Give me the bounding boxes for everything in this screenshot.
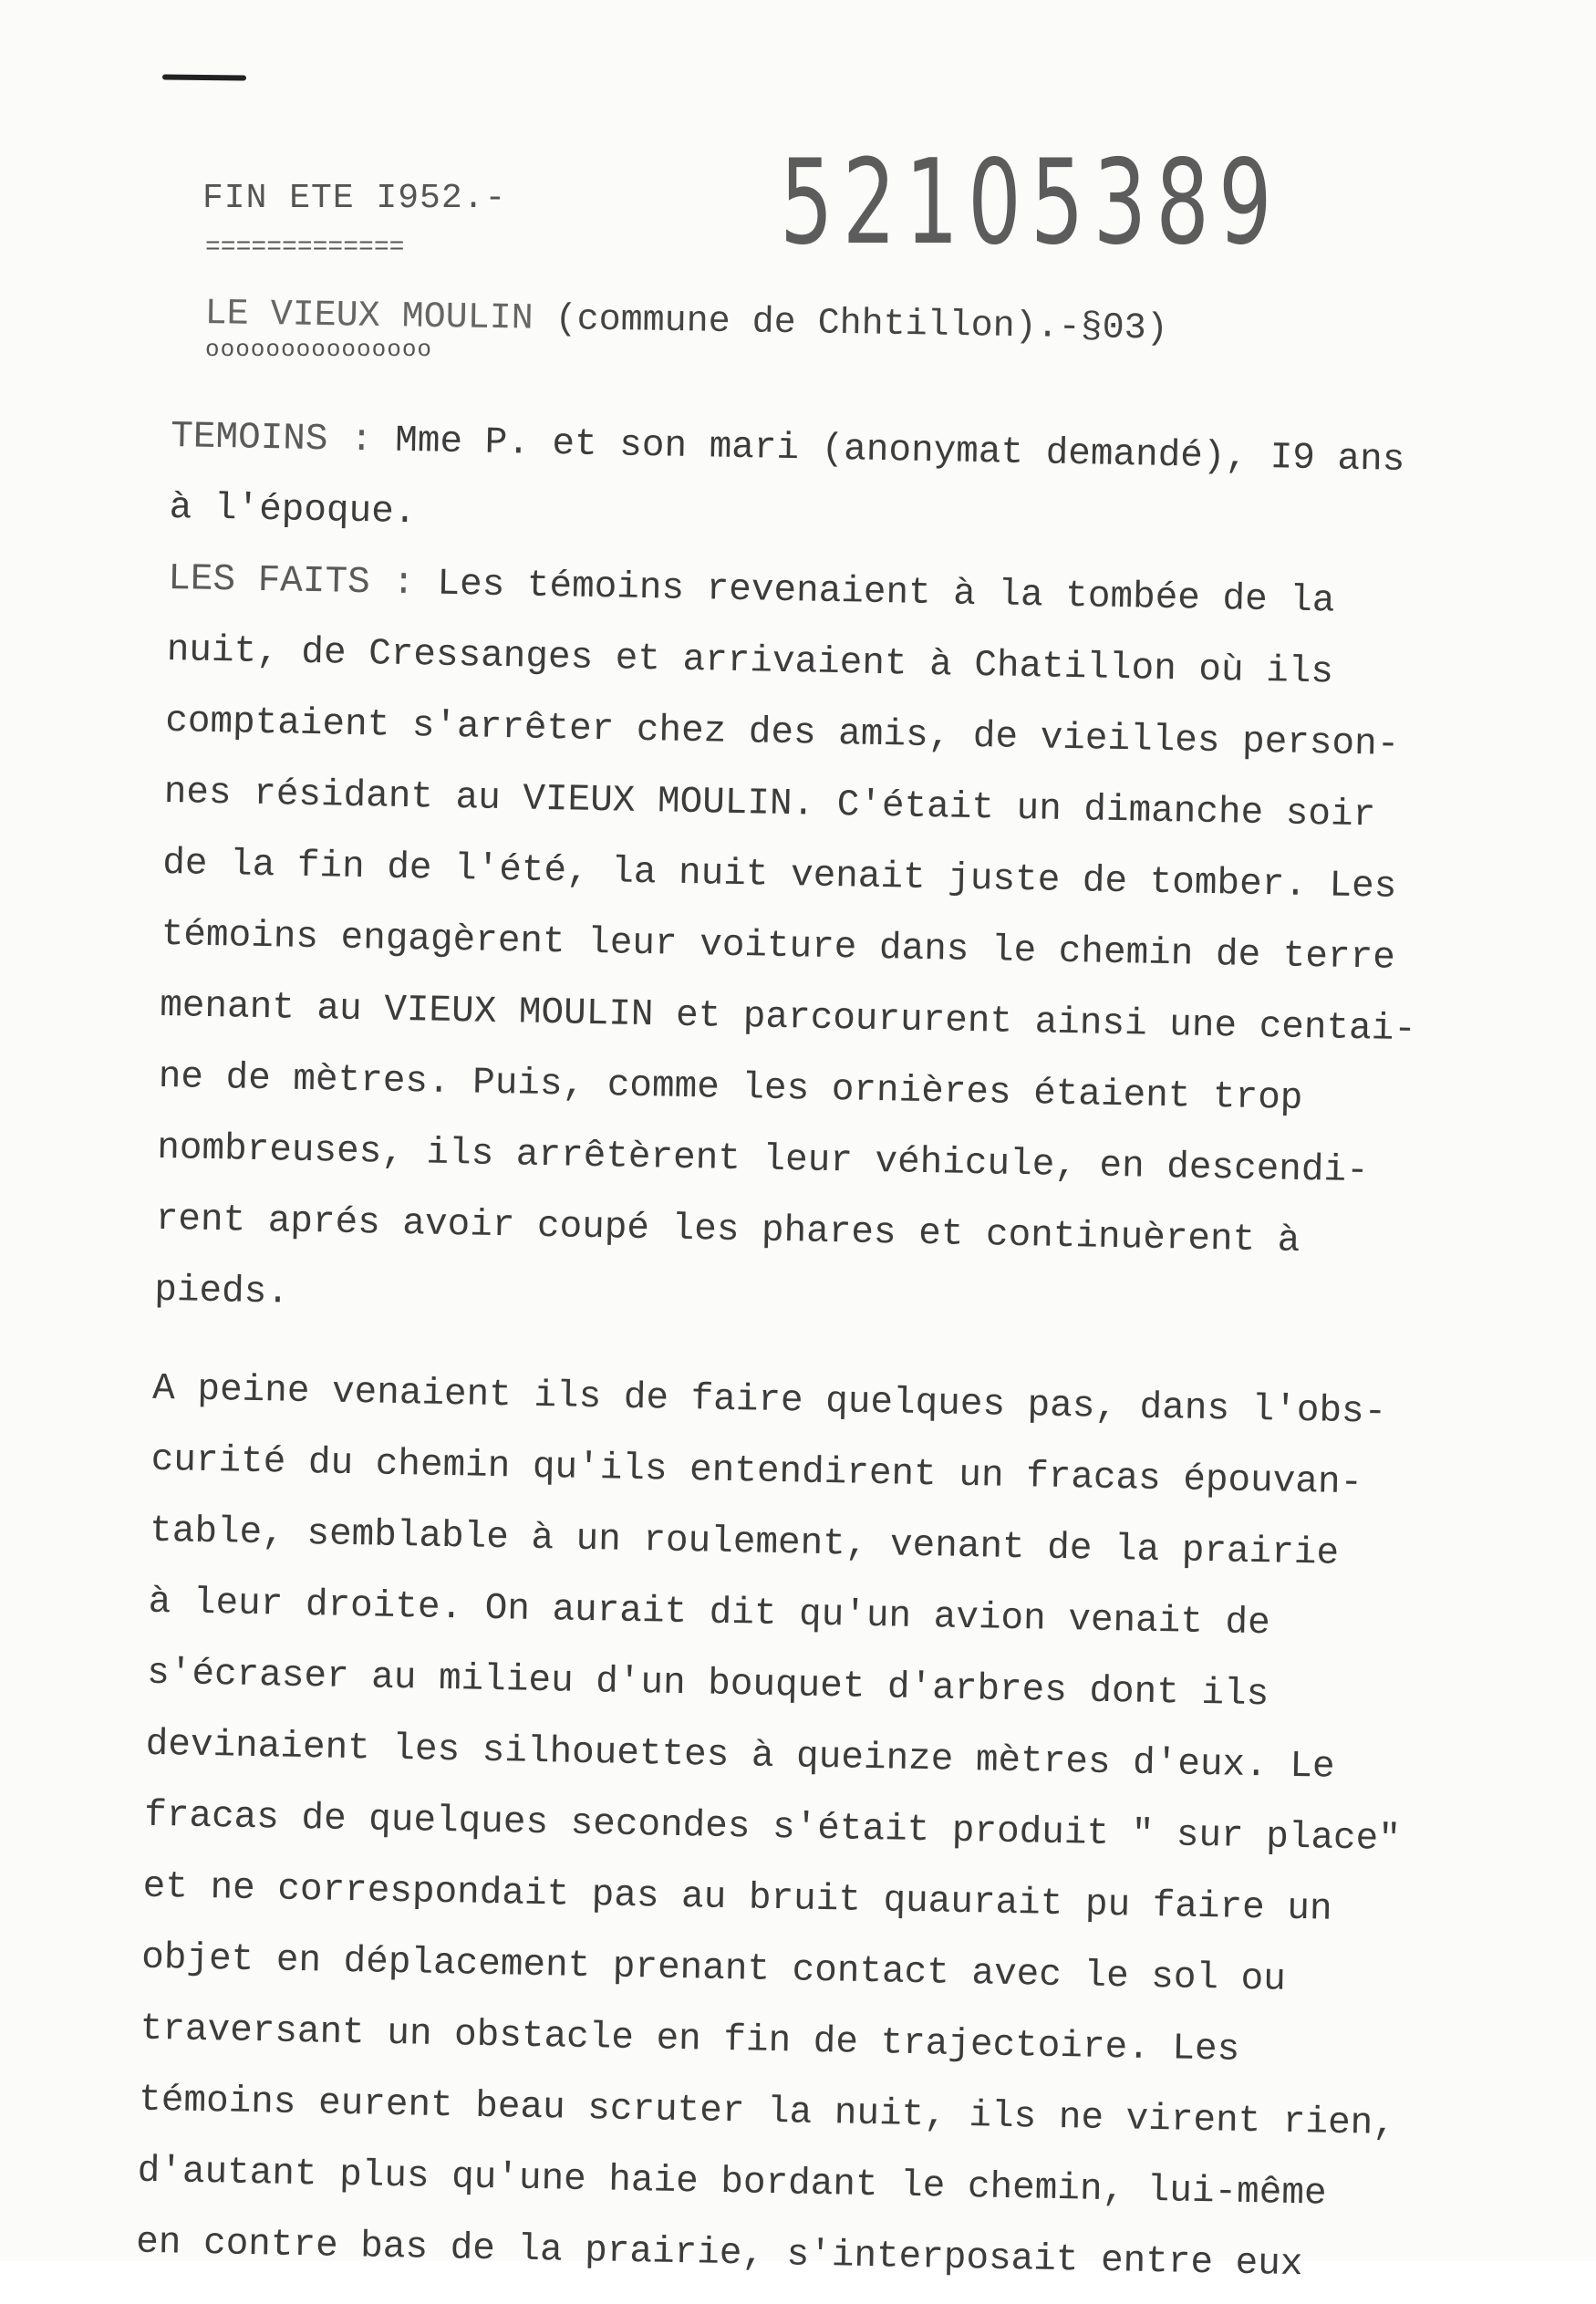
text-line: devinaient les silhouettes à queinze mètres d'eux. Le (145, 1723, 1335, 1789)
text-line: pieds. (153, 1269, 290, 1314)
document-number-stamp: 52105389 (780, 135, 1281, 271)
text-line: et ne correspondait pas au bruit quaurait pu faire un (142, 1865, 1332, 1931)
subtitle-underline: ooooooooooooooo (205, 336, 433, 363)
text-line: traversant un obstacle en fin de trajectoire. Les (140, 2008, 1240, 2071)
text-line: en contre bas de la prairie, s'interposait entre eux (135, 2221, 1303, 2287)
facts-paragraph (154, 544, 1509, 1352)
text-line: rent aprés avoir coupé les phares et continuèrent à (155, 1198, 1301, 1262)
text-line: ne de mètres. Puis, comme les ornières étaient trop (158, 1055, 1303, 1120)
text-line: objet en déplacement prenant contact avec le sol ou (140, 1936, 1287, 2001)
text-line: nes résidant au VIEUX MOULIN. C'était un dimanche soir (163, 771, 1376, 837)
witnesses-paragraph (169, 401, 1512, 569)
document-body (135, 401, 1511, 2304)
corner-dash-mark (162, 75, 246, 81)
text-line: s'écraser au milieu d'un bouquet d'arbres dont ils (146, 1652, 1270, 1717)
text-line: nombreuses, ils arrêtèrent leur véhicule, en descendi- (156, 1126, 1370, 1193)
text-line: LES FAITS : Les témoins revenaient à la tombée de la (167, 557, 1335, 623)
text-line: témoins engagèrent leur voiture dans le chemin de terre (161, 913, 1396, 980)
text-line: fracas de quelques secondes s'était produit " sur place" (143, 1794, 1402, 1862)
text-line: à leur droite. On aurait dit qu'un avion venait de (148, 1581, 1271, 1645)
text-line: comptaient s'arrêter chez des amis, de vieilles person- (164, 700, 1400, 766)
facts-label: LES FAITS : (167, 557, 438, 606)
text-line: table, semblable à un roulement, venant de la prairie (149, 1510, 1340, 1575)
text-line: à l'époque. (169, 486, 417, 534)
text-line: d'autant plus qu'une haie bordant le chemin, lui-même (137, 2150, 1327, 2216)
subtitle-place-name: LE VIEUX MOULIN (204, 294, 534, 340)
text-line: de la fin de l'été, la nuit venait juste de tomber. Les (161, 842, 1397, 908)
subtitle-commune: (commune de Chhtillon).-§03) (533, 298, 1169, 350)
text-line: A peine venaient ils de faire quelques pas, dans l'obs- (151, 1367, 1387, 1434)
text-line: curité du chemin qu'ils entendirent un fracas épouvan- (150, 1438, 1363, 1505)
text-line: TEMOINS : Mme P. et son mari (anonymat demandé), I9 ans (170, 415, 1405, 482)
text-line: nuit, de Cressanges et arrivaient à Chatillon où ils (166, 628, 1334, 694)
account-paragraph (135, 1354, 1493, 2304)
witnesses-label: TEMOINS : (170, 415, 396, 462)
text-line: témoins eurent beau scruter la nuit, ils ne virent rien, (138, 2079, 1396, 2146)
text-line: menant au VIEUX MOULIN et parcoururent ainsi une centai- (159, 984, 1417, 1052)
document-heading: FIN ETE I952.- (202, 179, 507, 218)
heading-underline: ============= (205, 234, 405, 262)
